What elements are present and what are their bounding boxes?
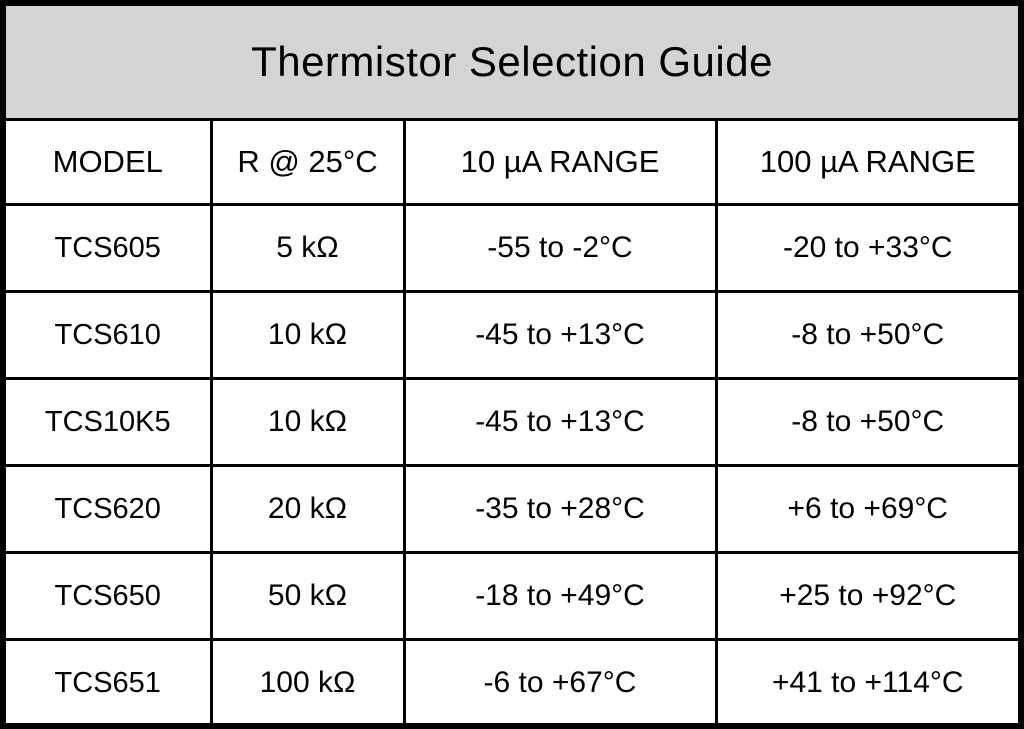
cell-resistance: 10 kΩ bbox=[211, 292, 404, 379]
column-header-model: MODEL bbox=[6, 120, 211, 205]
cell-model: TCS605 bbox=[6, 205, 211, 292]
cell-range-100ua: +41 to +114°C bbox=[716, 640, 1018, 726]
cell-range-100ua: -8 to +50°C bbox=[716, 379, 1018, 466]
table-header-row bbox=[6, 120, 1018, 205]
thermistor-selection-table bbox=[6, 6, 1018, 725]
cell-range-10ua: -35 to +28°C bbox=[404, 466, 716, 553]
table-row bbox=[6, 379, 1018, 466]
cell-model: TCS651 bbox=[6, 640, 211, 726]
cell-range-10ua: -55 to -2°C bbox=[404, 205, 716, 292]
cell-resistance: 100 kΩ bbox=[211, 640, 404, 726]
table-row bbox=[6, 640, 1018, 726]
table-row bbox=[6, 553, 1018, 640]
cell-resistance: 10 kΩ bbox=[211, 379, 404, 466]
cell-range-100ua: -20 to +33°C bbox=[716, 205, 1018, 292]
column-header-resistance: R @ 25°C bbox=[211, 120, 404, 205]
cell-model: TCS650 bbox=[6, 553, 211, 640]
cell-range-10ua: -18 to +49°C bbox=[404, 553, 716, 640]
cell-range-100ua: +6 to +69°C bbox=[716, 466, 1018, 553]
column-header-range-100ua: 100 µA RANGE bbox=[716, 120, 1018, 205]
page-title: Thermistor Selection Guide bbox=[6, 6, 1018, 120]
cell-resistance: 5 kΩ bbox=[211, 205, 404, 292]
title-row bbox=[6, 6, 1018, 120]
cell-range-10ua: -45 to +13°C bbox=[404, 292, 716, 379]
cell-resistance: 50 kΩ bbox=[211, 553, 404, 640]
cell-resistance: 20 kΩ bbox=[211, 466, 404, 553]
table-row bbox=[6, 205, 1018, 292]
cell-model: TCS620 bbox=[6, 466, 211, 553]
cell-range-100ua: +25 to +92°C bbox=[716, 553, 1018, 640]
column-header-range-10ua: 10 µA RANGE bbox=[404, 120, 716, 205]
cell-model: TCS10K5 bbox=[6, 379, 211, 466]
cell-model: TCS610 bbox=[6, 292, 211, 379]
table-row bbox=[6, 292, 1018, 379]
cell-range-10ua: -45 to +13°C bbox=[404, 379, 716, 466]
cell-range-10ua: -6 to +67°C bbox=[404, 640, 716, 726]
table-row bbox=[6, 466, 1018, 553]
cell-range-100ua: -8 to +50°C bbox=[716, 292, 1018, 379]
